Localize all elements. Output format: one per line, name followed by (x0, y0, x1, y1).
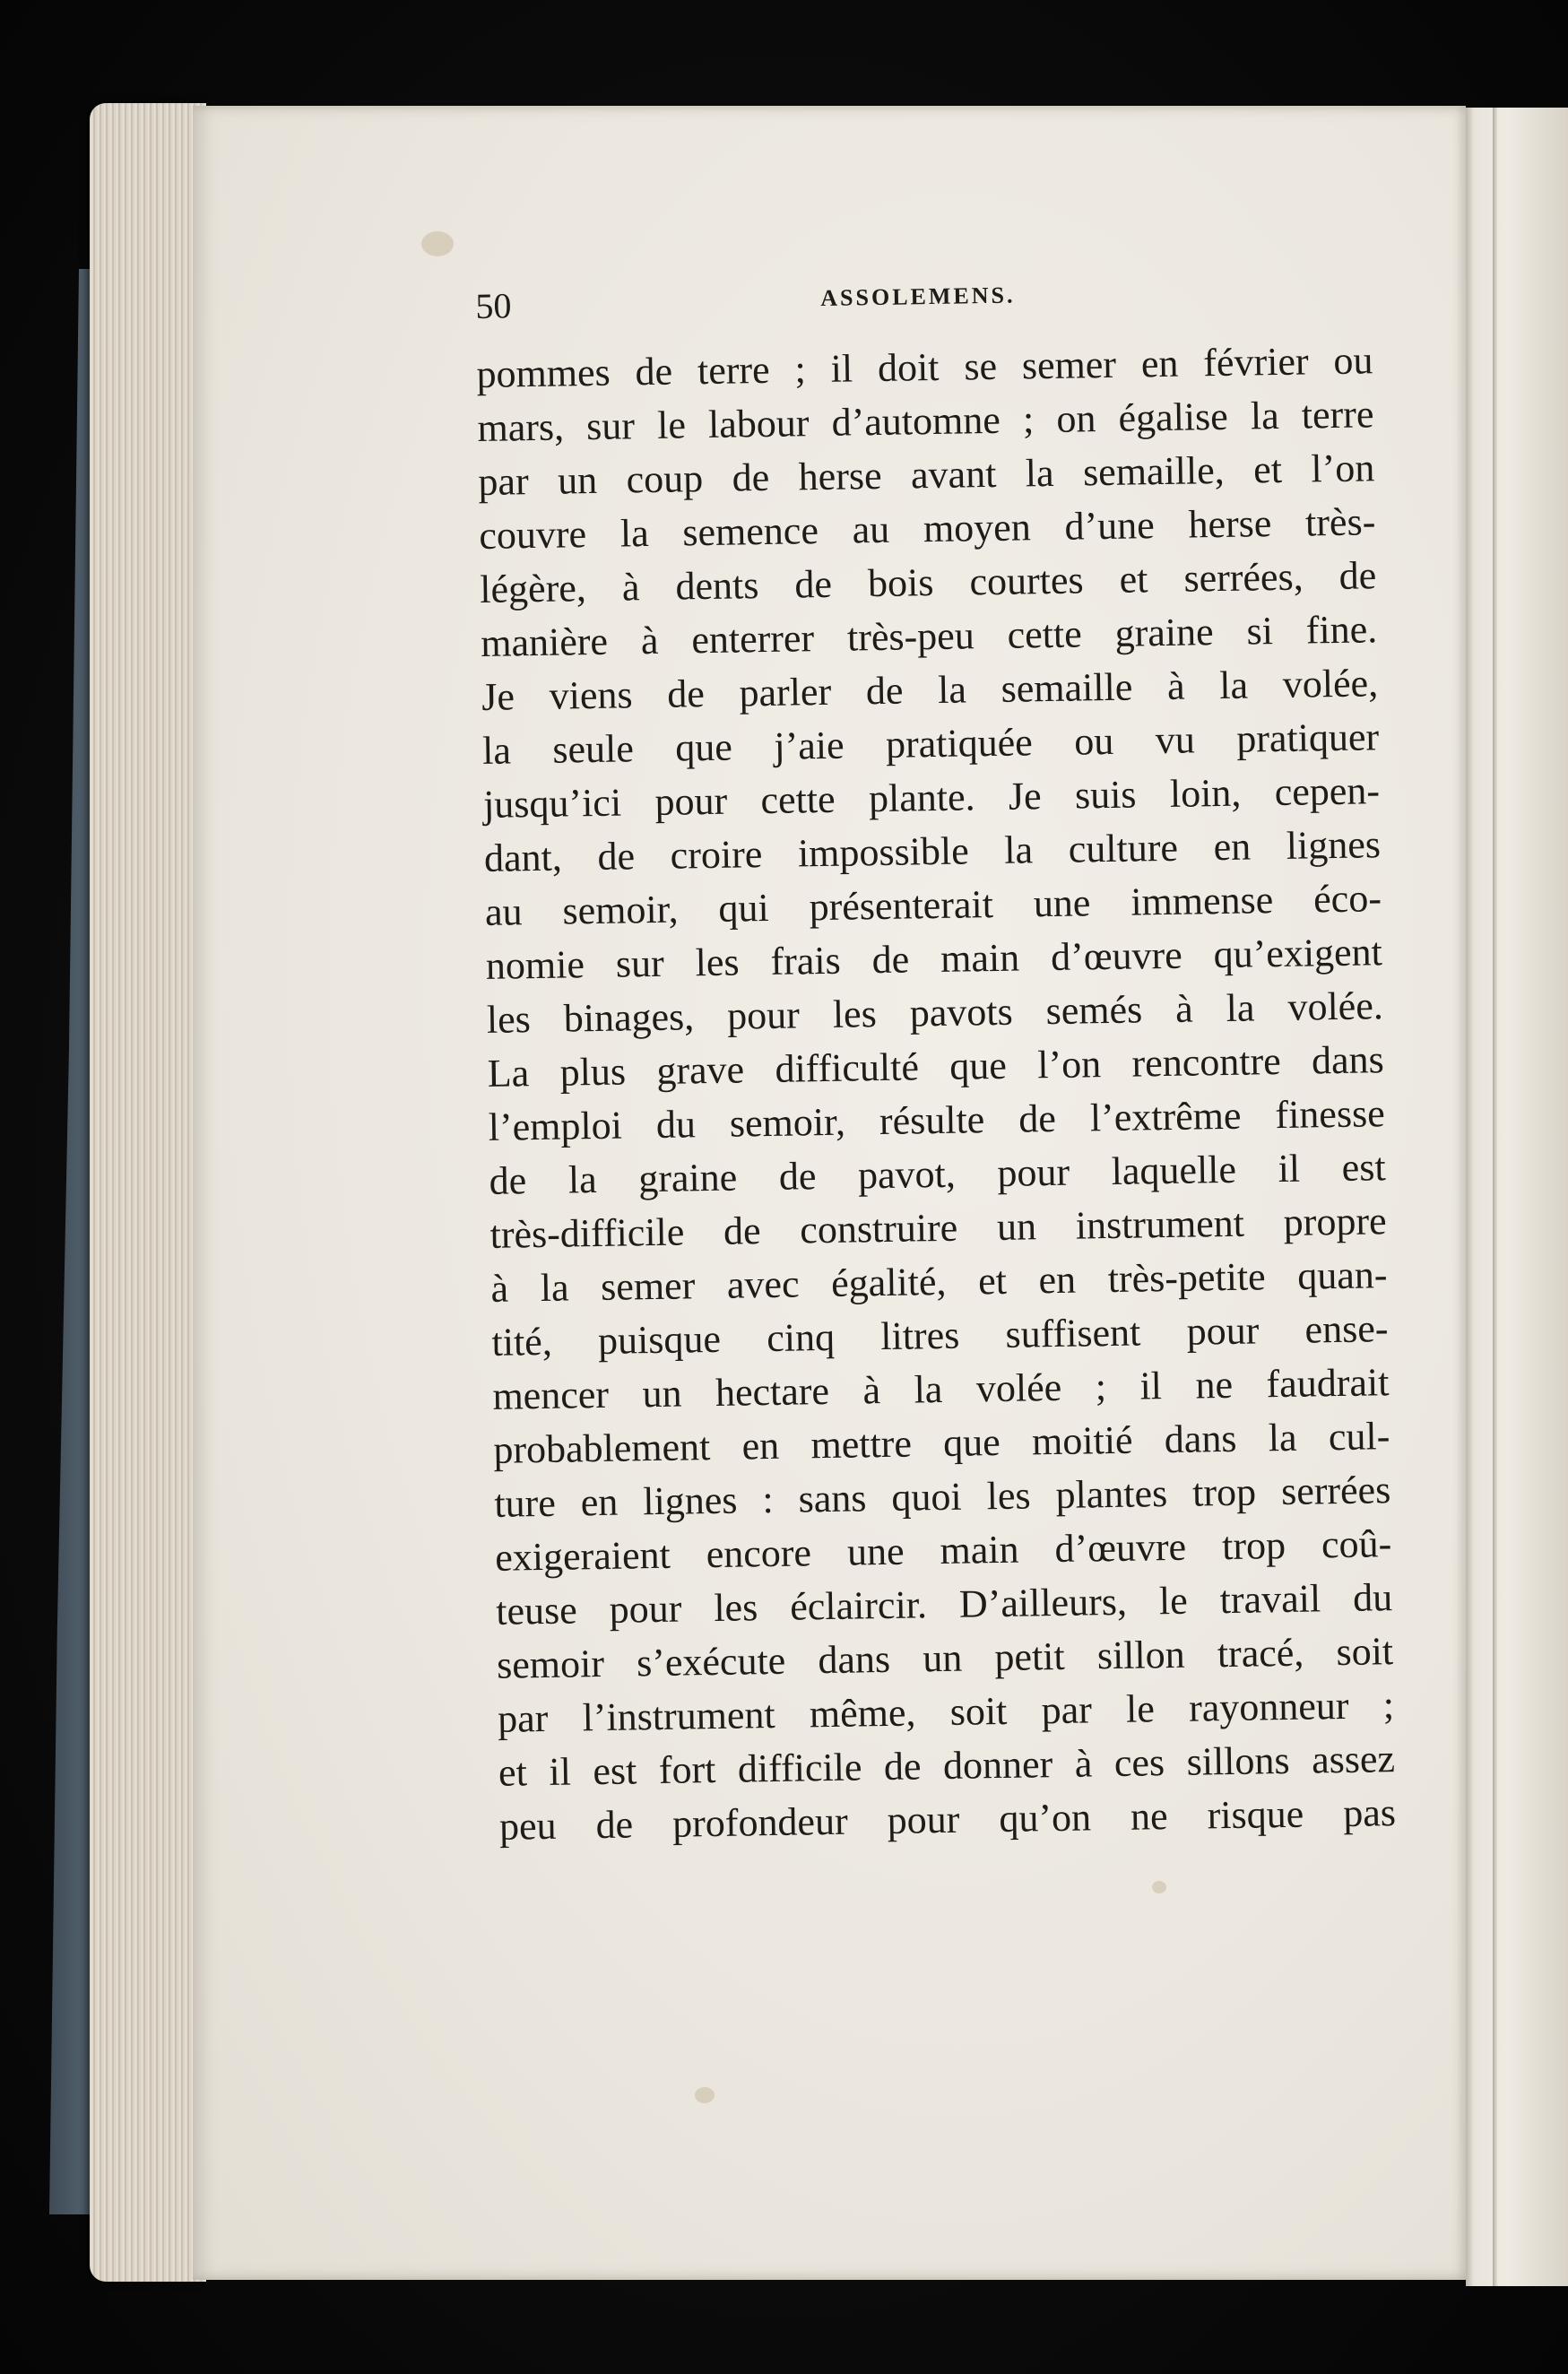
foxing-spot (695, 2087, 715, 2103)
text-line: nomie sur les frais de main d’œuvre qu’exigent (485, 930, 1383, 988)
page-edges-stack (90, 103, 206, 2282)
text-line: teuse pour les éclaircir. D’ailleurs, le travail du (495, 1575, 1393, 1633)
page-number: 50 (475, 285, 512, 326)
foxing-spot (421, 231, 454, 256)
body-paragraph (476, 334, 1423, 1854)
text-line: dant, de croire impossible la culture en lignes (483, 822, 1382, 880)
text-line: mars, sur le labour d’automne ; on égalise la terre (477, 392, 1374, 450)
text-line: par l’instrument même, soit par le rayonneur ; (497, 1683, 1395, 1741)
book-page (193, 106, 1466, 2280)
text-line: les binages, pour les pavots semés à la volée. (486, 983, 1384, 1042)
text-line: semoir s’exécute dans un petit sillon tracé, soit (496, 1629, 1394, 1687)
text-line: pommes de terre ; il doit se semer en février ou (476, 338, 1373, 396)
gutter-crease (1493, 108, 1498, 2286)
text-line: de la graine de pavot, pour laquelle il est (489, 1145, 1386, 1203)
text-line: peu de profondeur pour qu’on ne risque pas (498, 1790, 1397, 1849)
text-line: ture en lignes : sans quoi les plantes trop serrées (493, 1468, 1391, 1526)
text-line: très-difficile de construire un instrument propre (489, 1199, 1387, 1257)
text-line: légère, à dents de bois courtes et serrées, de (479, 553, 1377, 611)
text-line: à la semer avec égalité, et en très-petite quan- (490, 1252, 1388, 1311)
running-head-title: ASSOLEMENS. (820, 282, 1016, 311)
text-line: mencer un hectare à la volée ; il ne faudrait (492, 1360, 1390, 1418)
text-line: jusqu’ici pour cette plante. Je suis loin, cepen- (482, 768, 1381, 827)
text-line: au semoir, qui présenterait une immense éco- (484, 876, 1382, 934)
text-line: tité, puisque cinq litres suffisent pour ense- (491, 1306, 1389, 1365)
facing-page-edge (1466, 108, 1568, 2286)
text-line: la seule que j’aie pratiquée ou vu pratiquer (481, 715, 1380, 773)
text-line: par un coup de herse avant la semaille, et l’on (478, 446, 1375, 504)
text-line: probablement en mettre que moitié dans la cul- (493, 1414, 1390, 1472)
text-line: couvre la semence au moyen d’une herse très- (479, 499, 1376, 558)
text-line: exigeraient encore une main d’œuvre trop coû- (494, 1521, 1392, 1580)
text-line: et il est fort difficile de donner à ces sillons assez (498, 1737, 1396, 1795)
text-block (475, 271, 1423, 1854)
text-line: l’emploi du semoir, résulte de l’extrême finesse (488, 1091, 1386, 1149)
text-line: Je viens de parler de la semaille à la volée, (481, 661, 1379, 719)
text-line: manière à enterrer très-peu cette graine si fine. (480, 607, 1378, 665)
foxing-spot (1152, 1881, 1166, 1893)
text-line: La plus grave difficulté que l’on rencontre dans (487, 1037, 1385, 1096)
